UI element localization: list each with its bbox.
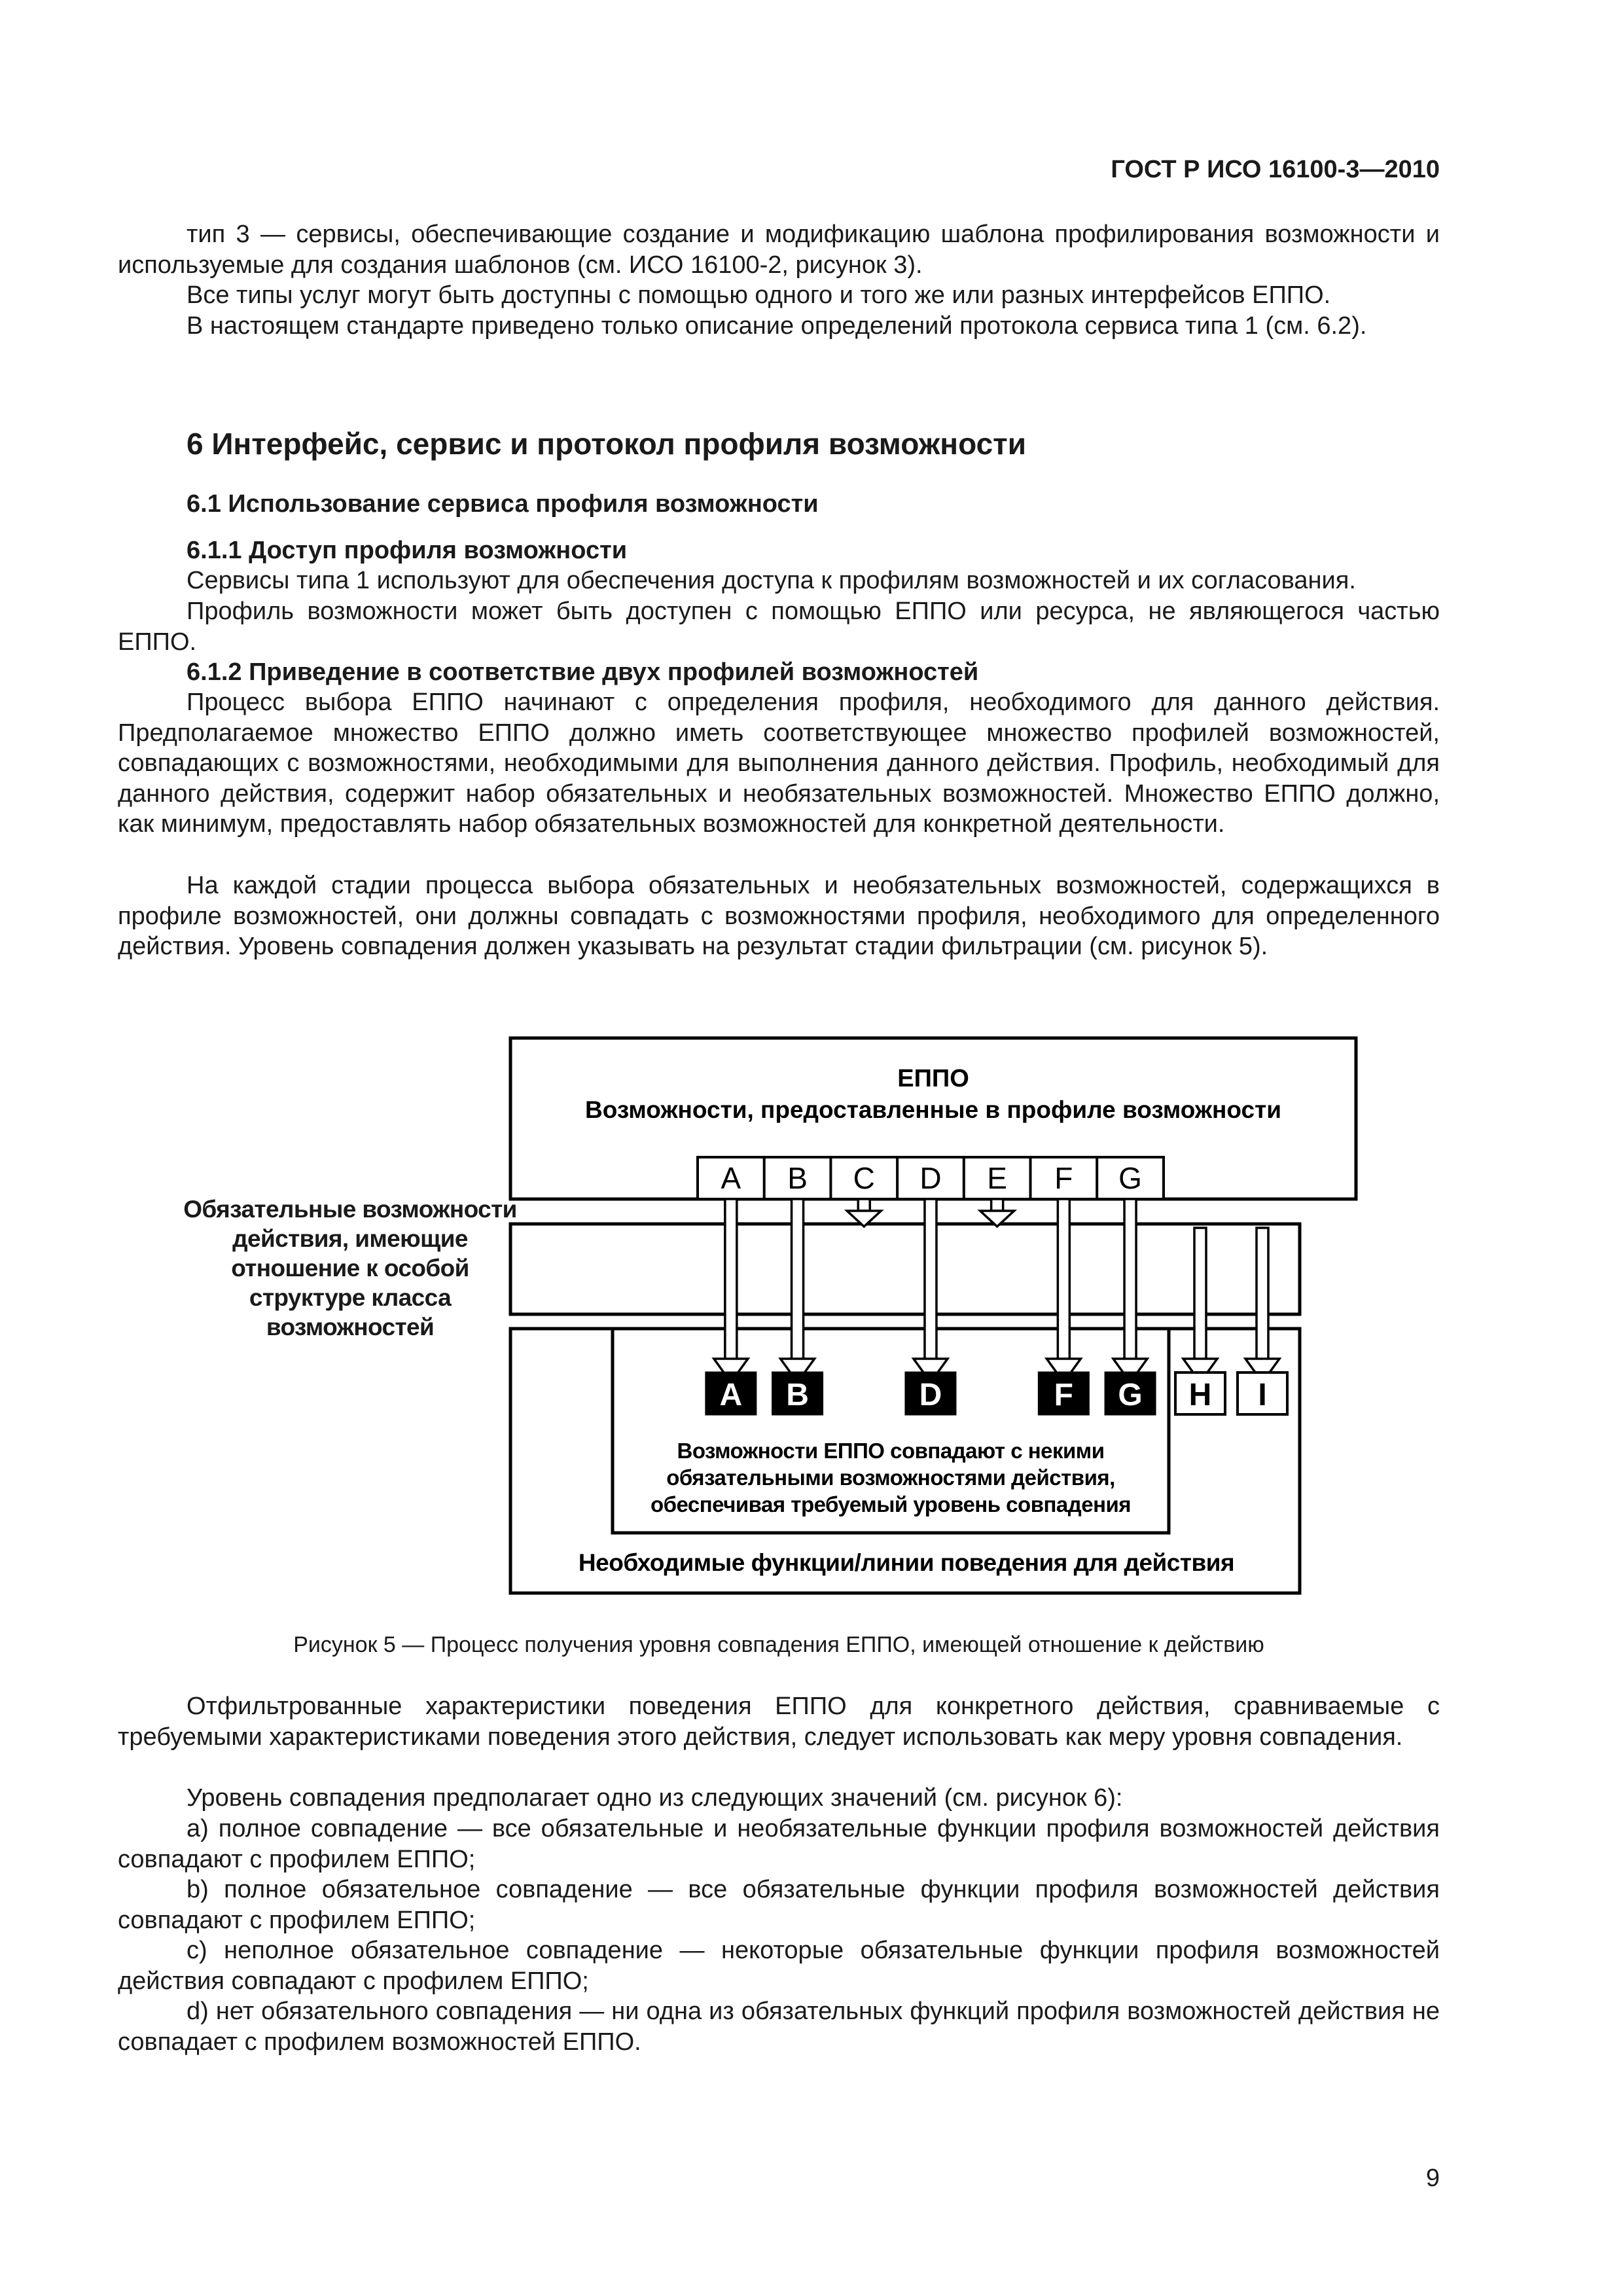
top-letter-a: A — [721, 1161, 741, 1195]
figure-5-caption: Рисунок 5 — Процесс получения уровня совпадения ЕППО, имеющей отношение к действию — [293, 1632, 1264, 1657]
top-letter-b: B — [787, 1161, 808, 1195]
section-6-1-heading: 6.1 Использование сервиса профиля возможности — [187, 490, 819, 518]
top-letter-e: E — [987, 1161, 1007, 1195]
matched-letter-f: F — [1054, 1378, 1074, 1412]
after-paragraph-1: Отфильтрованные характеристики поведения ЕППО для конкретного действия, сравниваемые с требуемыми характеристиками поведения этого действия, следует использовать как меру уровня совпадения. — [118, 1693, 1440, 1751]
section-6-1-1-paragraph-1: Сервисы типа 1 используют для обеспечения доступа к профилям возможностей и их согласования. — [187, 567, 1356, 594]
list-item-d: d) нет обязательного совпадения — ни одна из обязательных функций профиля возможностей действия не совпадает с профилем возможностей ЕППО. — [118, 1998, 1440, 2056]
intro-paragraph-2: Все типы услуг могут быть доступны с помощью одного и того же или разных интерфейсов ЕППО. — [187, 281, 1331, 309]
matched-letter-g: G — [1118, 1378, 1143, 1412]
matched-text-line-1: Возможности ЕППО совпадают с некими — [677, 1439, 1105, 1463]
section-6-heading: 6 Интерфейс, сервис и протокол профиля возможности — [187, 427, 1026, 461]
top-letter-f: F — [1054, 1161, 1073, 1195]
top-letter-d: D — [919, 1161, 942, 1195]
matched-letter-b: B — [786, 1378, 809, 1412]
matched-letter-d: D — [919, 1378, 942, 1412]
section-6-1-2-heading: 6.1.2 Приведение в соответствие двух профилей возможностей — [187, 658, 979, 686]
top-letter-g: G — [1118, 1161, 1142, 1195]
list-item-b: b) полное обязательное совпадение — все обязательные функции профиля возможностей действия совпадают с профилем ЕППО; — [118, 1876, 1440, 1934]
mandatory-capabilities-side-label: Обязательные возможности действия, имеющие отношение к особой структуре класса возможностей — [183, 1196, 517, 1340]
list-item-a: а) полное совпадение — все обязательные и необязательные функции профиля возможностей действия совпадают с профилем ЕППО; — [118, 1815, 1440, 1873]
list-item-c: с) неполное обязательное совпадение — некоторые обязательные функции профиля возможностей действия совпадают с профилем ЕППО; — [118, 1937, 1440, 1995]
eppo-subtitle: Возможности, предоставленные в профиле возможности — [585, 1096, 1281, 1123]
section-6-1-2-paragraph-1: Процесс выбора ЕППО начинают с определения профиля, необходимого для данного действия. Предполагаемое множество ЕППО должно иметь соответствующее множество профилей возможностей, совпадающих с возможностями, необходимыми для выполнения данного действия. Профиль, необходимый для данного действия, содержит набор обязательных и необязательных возможностей. Множество ЕППО должно, как минимум, предоставлять набор обязательных возможностей для конкретной деятельности. — [118, 689, 1440, 838]
extra-letter-i: I — [1258, 1378, 1267, 1412]
matched-text-line-3: обеспечивая требуемый уровень совпадения — [650, 1492, 1132, 1516]
section-6-1-1-paragraph-2: Профиль возможности может быть доступен с помощью ЕППО или ресурса, не являющегося частью ЕППО. — [118, 598, 1440, 656]
standard-header: ГОСТ Р ИСО 16100-3—2010 — [1111, 156, 1440, 183]
top-letter-c: C — [853, 1161, 875, 1195]
after-paragraph-2: Уровень совпадения предполагает одно из следующих значений (см. рисунок 6): — [187, 1784, 1123, 1812]
page-number: 9 — [1425, 2164, 1440, 2192]
eppo-title: ЕППО — [897, 1065, 969, 1092]
extra-letter-h: H — [1188, 1378, 1212, 1412]
mandatory-band — [510, 1224, 1300, 1314]
intro-paragraph-1: тип 3 — сервисы, обеспечивающие создание и модификацию шаблона профилирования возможности и используемые для создания шаблонов (см. ИСО 16100-2, рисунок 3). — [118, 221, 1440, 279]
matched-text-line-2: обязательными возможностями действия, — [666, 1465, 1115, 1490]
section-6-1-1-heading: 6.1.1 Доступ профиля возможности — [187, 537, 628, 564]
required-functions-label: Необходимые функции/линии поведения для действия — [578, 1549, 1235, 1576]
matched-letter-a: A — [719, 1378, 743, 1412]
section-6-1-2-paragraph-2: На каждой стадии процесса выбора обязательных и необязательных возможностей, содержащихся в профиле возможностей, они должны совпадать с возможностями профиля, необходимого для определенного действия. Уровень совпадения должен указывать на результат стадии фильтрации (см. рисунок 5). — [118, 872, 1440, 960]
intro-paragraph-3: В настоящем стандарте приведено только описание определений протокола сервиса типа 1 (см. 6.2). — [187, 312, 1367, 340]
